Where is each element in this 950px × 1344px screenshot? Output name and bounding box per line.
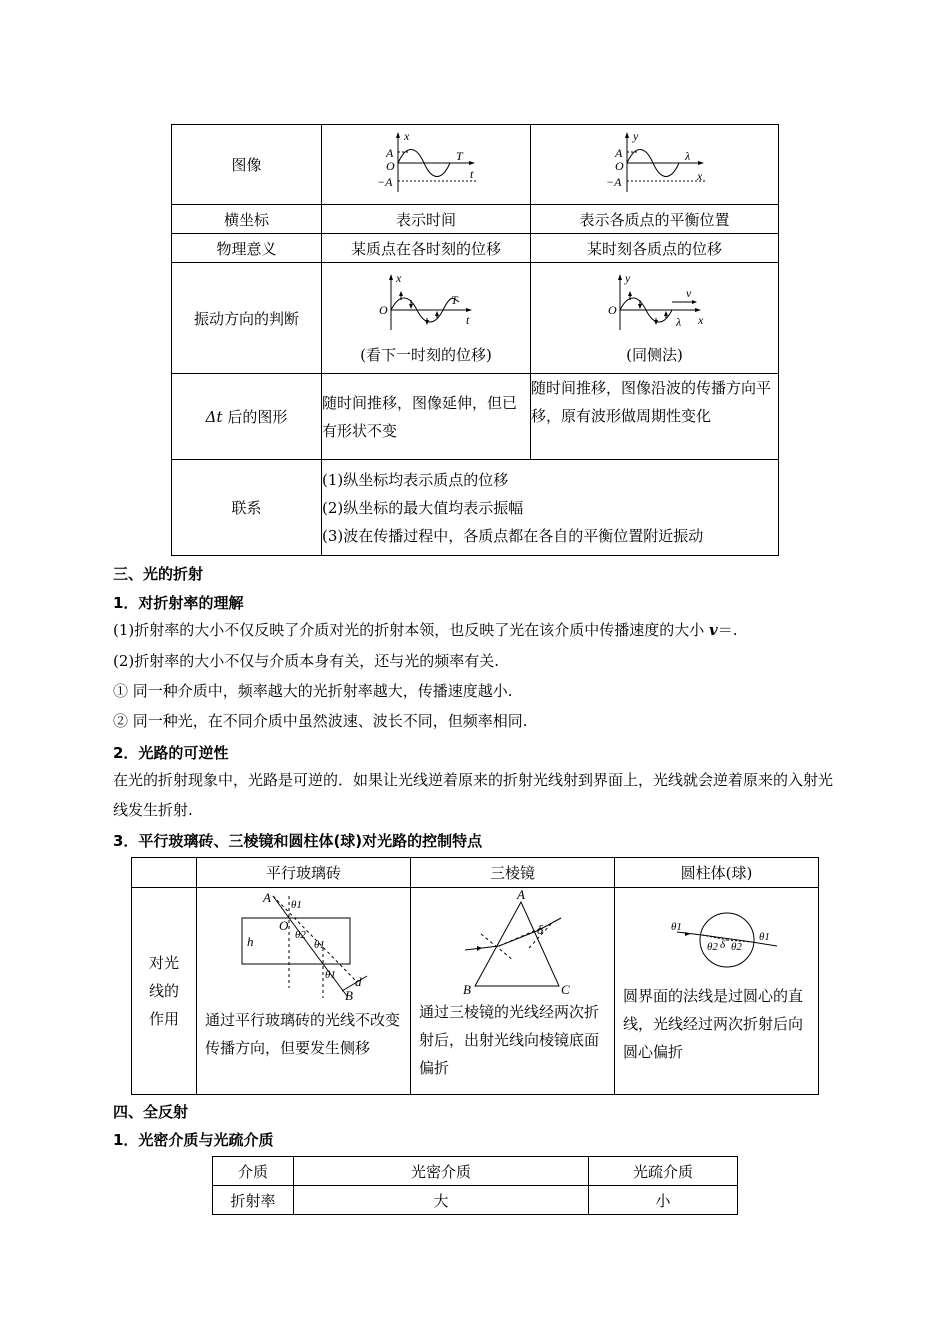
row-label: 横坐标	[172, 205, 322, 234]
wave-graph	[605, 130, 705, 196]
svg-text:θ2: θ2	[295, 929, 306, 941]
svg-text:x: x	[396, 271, 402, 285]
paragraph: 在光的折射现象中，光路是可逆的．如果让光线逆着原来的折射光线射到界面上，光线就会逆着原来的入射光线发生折射.	[113, 771, 834, 819]
svg-text:h: h	[247, 934, 254, 949]
caption: (看下一时刻的位移)	[360, 345, 492, 364]
glass-slab-cell	[197, 888, 411, 1095]
subheading: 1．对折射率的理解	[113, 594, 244, 612]
svg-text:δ: δ	[720, 939, 726, 951]
column-header: 三棱镜	[411, 858, 615, 888]
paragraph: (1)折射率的大小不仅反映了介质对光的折射本领，也反映了光在该介质中传播速度的大小 v＝.	[113, 621, 738, 639]
vibration-graph	[376, 130, 476, 196]
empty-header	[132, 858, 197, 888]
paragraph: ① 同一种介质中，频率越大的光折射率越大，传播速度越小.	[113, 682, 513, 700]
svg-text:y: y	[624, 271, 630, 285]
vibration-direction-cell	[322, 263, 531, 374]
wave-graph-cell	[531, 125, 779, 205]
cylinder-diagram	[615, 888, 818, 980]
column-header: 光密介质	[294, 1157, 589, 1186]
svg-text:−A: −A	[377, 174, 393, 189]
vibration-graph-cell	[322, 125, 531, 205]
svg-text:O: O	[386, 158, 395, 173]
vibration-direction-graph	[371, 272, 481, 332]
row-label: 联系	[172, 460, 322, 556]
wave-comparison-table	[171, 124, 779, 556]
svg-text:y: y	[632, 129, 638, 143]
svg-text:O: O	[279, 918, 289, 933]
glass-slab-diagram	[197, 888, 410, 1006]
svg-text:−A: −A	[605, 174, 621, 189]
svg-text:x: x	[404, 129, 410, 143]
svg-text:A: A	[614, 145, 622, 160]
column-header: 光疏介质	[589, 1157, 738, 1186]
row-label: 振动方向的判断	[172, 263, 322, 374]
description: 通过三棱镜的光线经两次折射后，出射光线向棱镜底面偏折	[419, 1003, 600, 1077]
svg-text:θ1: θ1	[291, 899, 302, 911]
relation-line: (1)纵坐标均表示质点的位移	[322, 470, 509, 489]
row-label: 物理意义	[172, 234, 322, 263]
row-label: Δt 后的图形	[172, 374, 322, 460]
cell: 某质点在各时刻的位移	[322, 234, 531, 263]
cylinder-cell	[615, 888, 819, 1095]
cell: 某时刻各质点的位移	[531, 234, 779, 263]
svg-text:λ: λ	[675, 314, 681, 329]
cell: 表示时间	[322, 205, 531, 234]
svg-text:O: O	[614, 158, 624, 173]
svg-text:θ1: θ1	[671, 921, 682, 933]
wave-direction-graph	[600, 272, 710, 332]
svg-text:A: A	[263, 890, 271, 905]
column-header: 介质	[213, 1157, 294, 1186]
svg-text:θ1: θ1	[325, 969, 336, 981]
prism-diagram	[411, 888, 614, 996]
description: 通过平行玻璃砖的光线不改变传播方向，但要发生侧移	[205, 1011, 401, 1057]
cell: 随时间推移，图像沿波的传播方向平移，原有波形做周期性变化	[531, 374, 779, 460]
svg-text:A: A	[386, 145, 394, 160]
relation-line: (3)波在传播过程中，各质点都在各自的平衡位置附近振动	[322, 526, 704, 545]
wave-direction-cell	[531, 263, 779, 374]
svg-text:O: O	[607, 302, 617, 317]
svg-text:A: A	[517, 888, 525, 902]
svg-text:x: x	[696, 168, 702, 183]
cell: 小	[589, 1186, 738, 1215]
relation-line: (2)纵坐标的最大值均表示振幅	[322, 498, 524, 517]
description: 圆界面的法线是过圆心的直线，光线经过两次折射后向圆心偏折	[623, 987, 804, 1061]
svg-text:x: x	[697, 312, 703, 327]
caption: (同侧法)	[626, 345, 683, 364]
medium-table	[212, 1156, 738, 1215]
svg-text:λ: λ	[684, 148, 690, 163]
svg-text:O: O	[379, 302, 388, 317]
svg-text:v: v	[685, 285, 691, 300]
paragraph: (2)折射率的大小不仅与介质本身有关，还与光的频率有关.	[113, 652, 500, 670]
section-heading: 四、全反射	[113, 1103, 189, 1121]
svg-text:C: C	[561, 982, 570, 996]
svg-text:T: T	[451, 292, 458, 307]
svg-text:B: B	[345, 988, 353, 1003]
row-label: 图像	[172, 125, 322, 205]
light-path-table	[131, 857, 819, 1095]
cell: 大	[294, 1186, 589, 1215]
svg-text:d: d	[355, 974, 362, 989]
svg-text:t: t	[470, 166, 474, 181]
svg-text:t: t	[466, 312, 470, 327]
svg-text:θ2: θ2	[731, 941, 742, 953]
svg-text:δ: δ	[537, 922, 544, 937]
section-heading: 三、光的折射	[113, 565, 204, 583]
subheading: 3．平行玻璃砖、三棱镜和圆柱体(球)对光路的控制特点	[113, 832, 483, 850]
subheading: 2．光路的可逆性	[113, 744, 229, 762]
relation-cell	[322, 460, 779, 556]
cell: 随时间推移，图像延伸，但已有形状不变	[322, 374, 531, 460]
svg-text:T: T	[456, 148, 463, 163]
column-header: 圆柱体(球)	[615, 858, 819, 888]
subheading: 1．光密介质与光疏介质	[113, 1131, 274, 1149]
svg-text:θ2: θ2	[707, 941, 718, 953]
prism-cell	[411, 888, 615, 1095]
row-label: 对光线的作用	[132, 888, 197, 1095]
svg-text:θ1: θ1	[314, 939, 325, 951]
column-header: 平行玻璃砖	[197, 858, 411, 888]
cell: 折射率	[213, 1186, 294, 1215]
svg-text:B: B	[463, 982, 471, 996]
svg-text:θ1: θ1	[759, 931, 770, 943]
paragraph: ② 同一种光，在不同介质中虽然波速、波长不同，但频率相同.	[113, 712, 528, 730]
cell: 表示各质点的平衡位置	[531, 205, 779, 234]
